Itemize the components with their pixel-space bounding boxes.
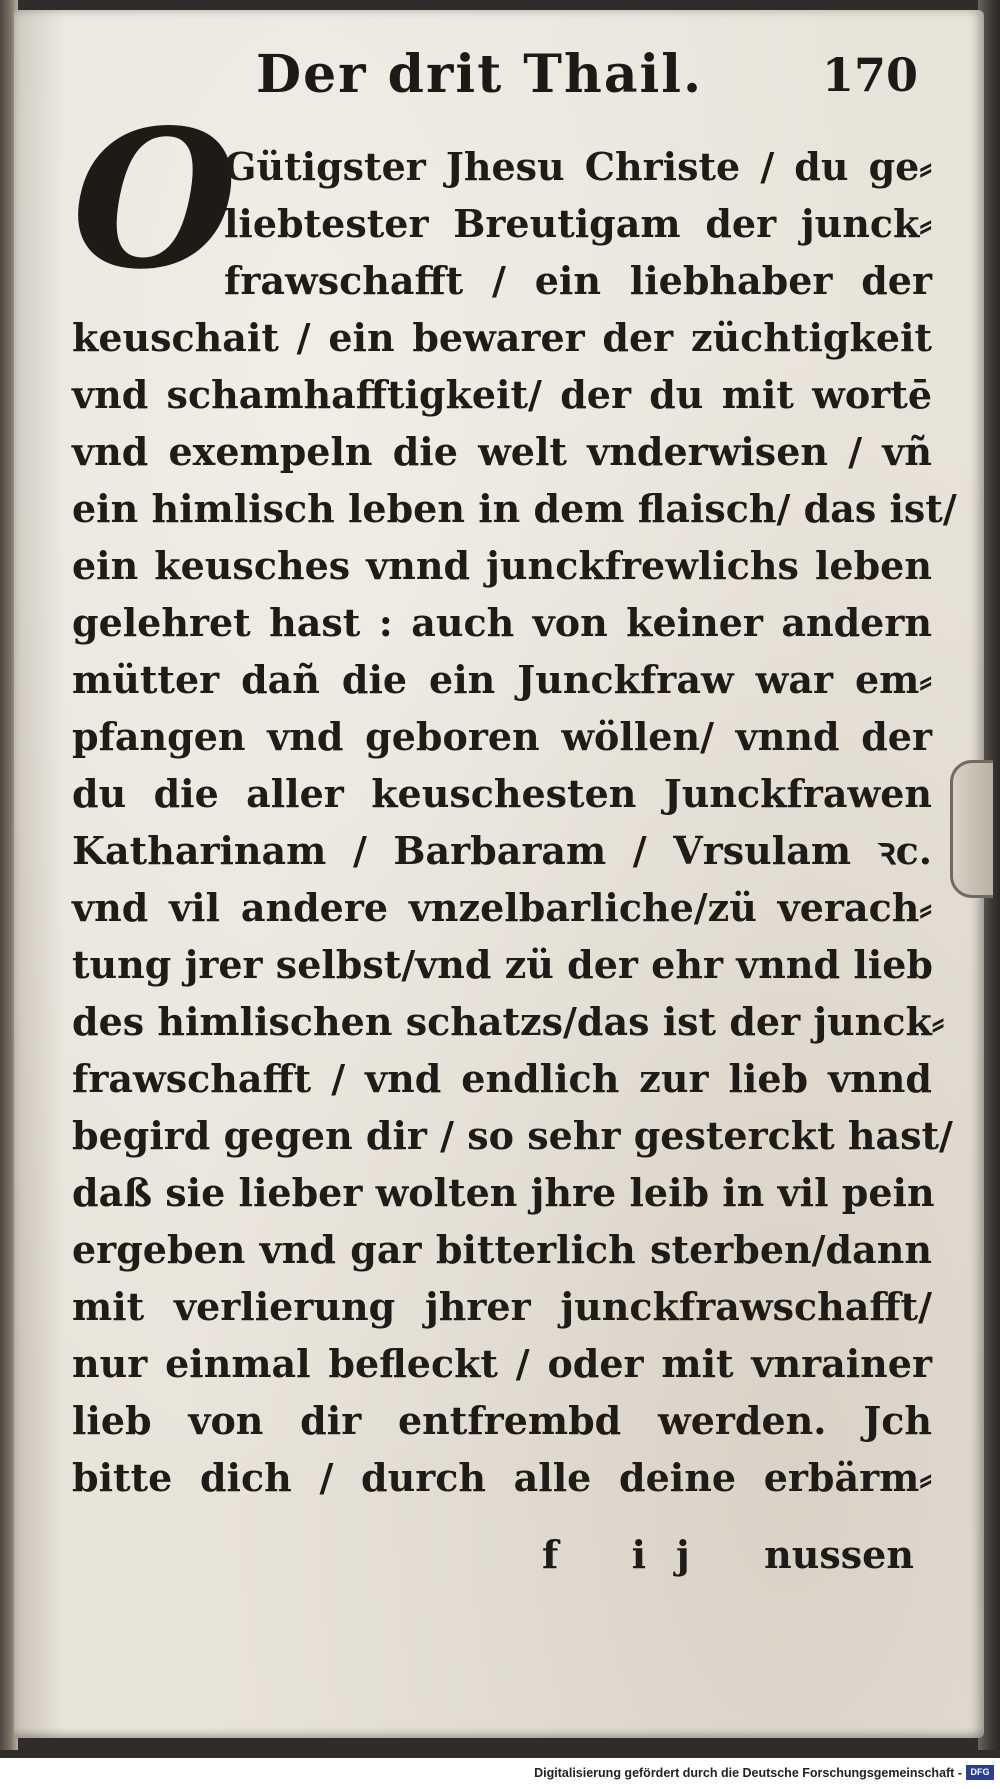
text-line: frawschafft / vnd endlich zur lieb vnnd	[72, 1056, 932, 1101]
text-line: nur einmal befleckt / oder mit vnrainer	[72, 1341, 932, 1386]
text-line: Katharinam / Barbaram / Vrsulam ꝛc.	[72, 828, 932, 873]
text-line: du die aller keuschesten Junckfrawen	[72, 771, 932, 816]
text-line: Gütigster Jhesu Christe / du ge⸗	[224, 144, 932, 189]
text-line: vnd vil andere vnzelbarliche/zü verach⸗	[72, 885, 932, 930]
text-line: ein himlisch leben in dem flaisch/ das ist/	[72, 486, 957, 531]
text-line: lieb von dir entfrembd werden. Jch	[72, 1398, 932, 1443]
text-line: daß sie lieber wolten jhre leib in vil pein	[72, 1170, 935, 1215]
text-line: gelehret hast : auch von keiner andern	[72, 600, 932, 645]
text-line: bitte dich / durch alle deine erbärm⸗	[72, 1455, 932, 1500]
signature-mark: f ij	[542, 1532, 720, 1577]
text-line: pfangen vnd geboren wöllen/ vnnd der	[72, 714, 932, 759]
text-line: ergeben vnd gar bitterlich sterben/dann	[72, 1227, 932, 1272]
text-line: vnd schamhafftigkeit/ der du mit wortē	[72, 372, 932, 417]
dfg-logo-icon: DFG	[966, 1765, 994, 1780]
running-head	[256, 38, 946, 128]
book-clasp	[950, 760, 993, 898]
text-line: vnd exempeln die welt vnderwisen / vñ	[72, 429, 932, 474]
page-number: 170	[821, 48, 918, 102]
text-line: tung jrer selbst/vnd zü der ehr vnnd lieb	[72, 942, 933, 987]
text-line: frawschafft / ein liebhaber der	[224, 258, 932, 303]
text-line: keuschait / ein bewarer der züchtigkeit	[72, 315, 932, 360]
text-line: ein keusches vnnd junckfrewlichs leben	[72, 543, 932, 588]
prayer-text	[72, 138, 957, 1506]
text-line: des himlischen schatzs/das ist der junck⸗	[72, 999, 945, 1044]
text-line: mütter dañ die ein Junckfraw war em⸗	[72, 657, 932, 702]
decorated-initial: O	[72, 88, 238, 311]
digitization-footer	[0, 1758, 1000, 1789]
text-line: mit verlierung jhrer junckfrawschafft/	[72, 1284, 932, 1329]
text-line: liebtester Breutigam der junck⸗	[224, 201, 932, 246]
funding-credit: Digitalisierung gefördert durch die Deutsche Forschungsgemeinschaft -	[534, 1766, 962, 1780]
running-head-title: Der drit Thail.	[256, 44, 704, 105]
catchword: nussen	[764, 1532, 914, 1577]
page-foot	[72, 1532, 932, 1592]
text-line: begird gegen dir / so sehr gesterckt hast/	[72, 1113, 953, 1158]
